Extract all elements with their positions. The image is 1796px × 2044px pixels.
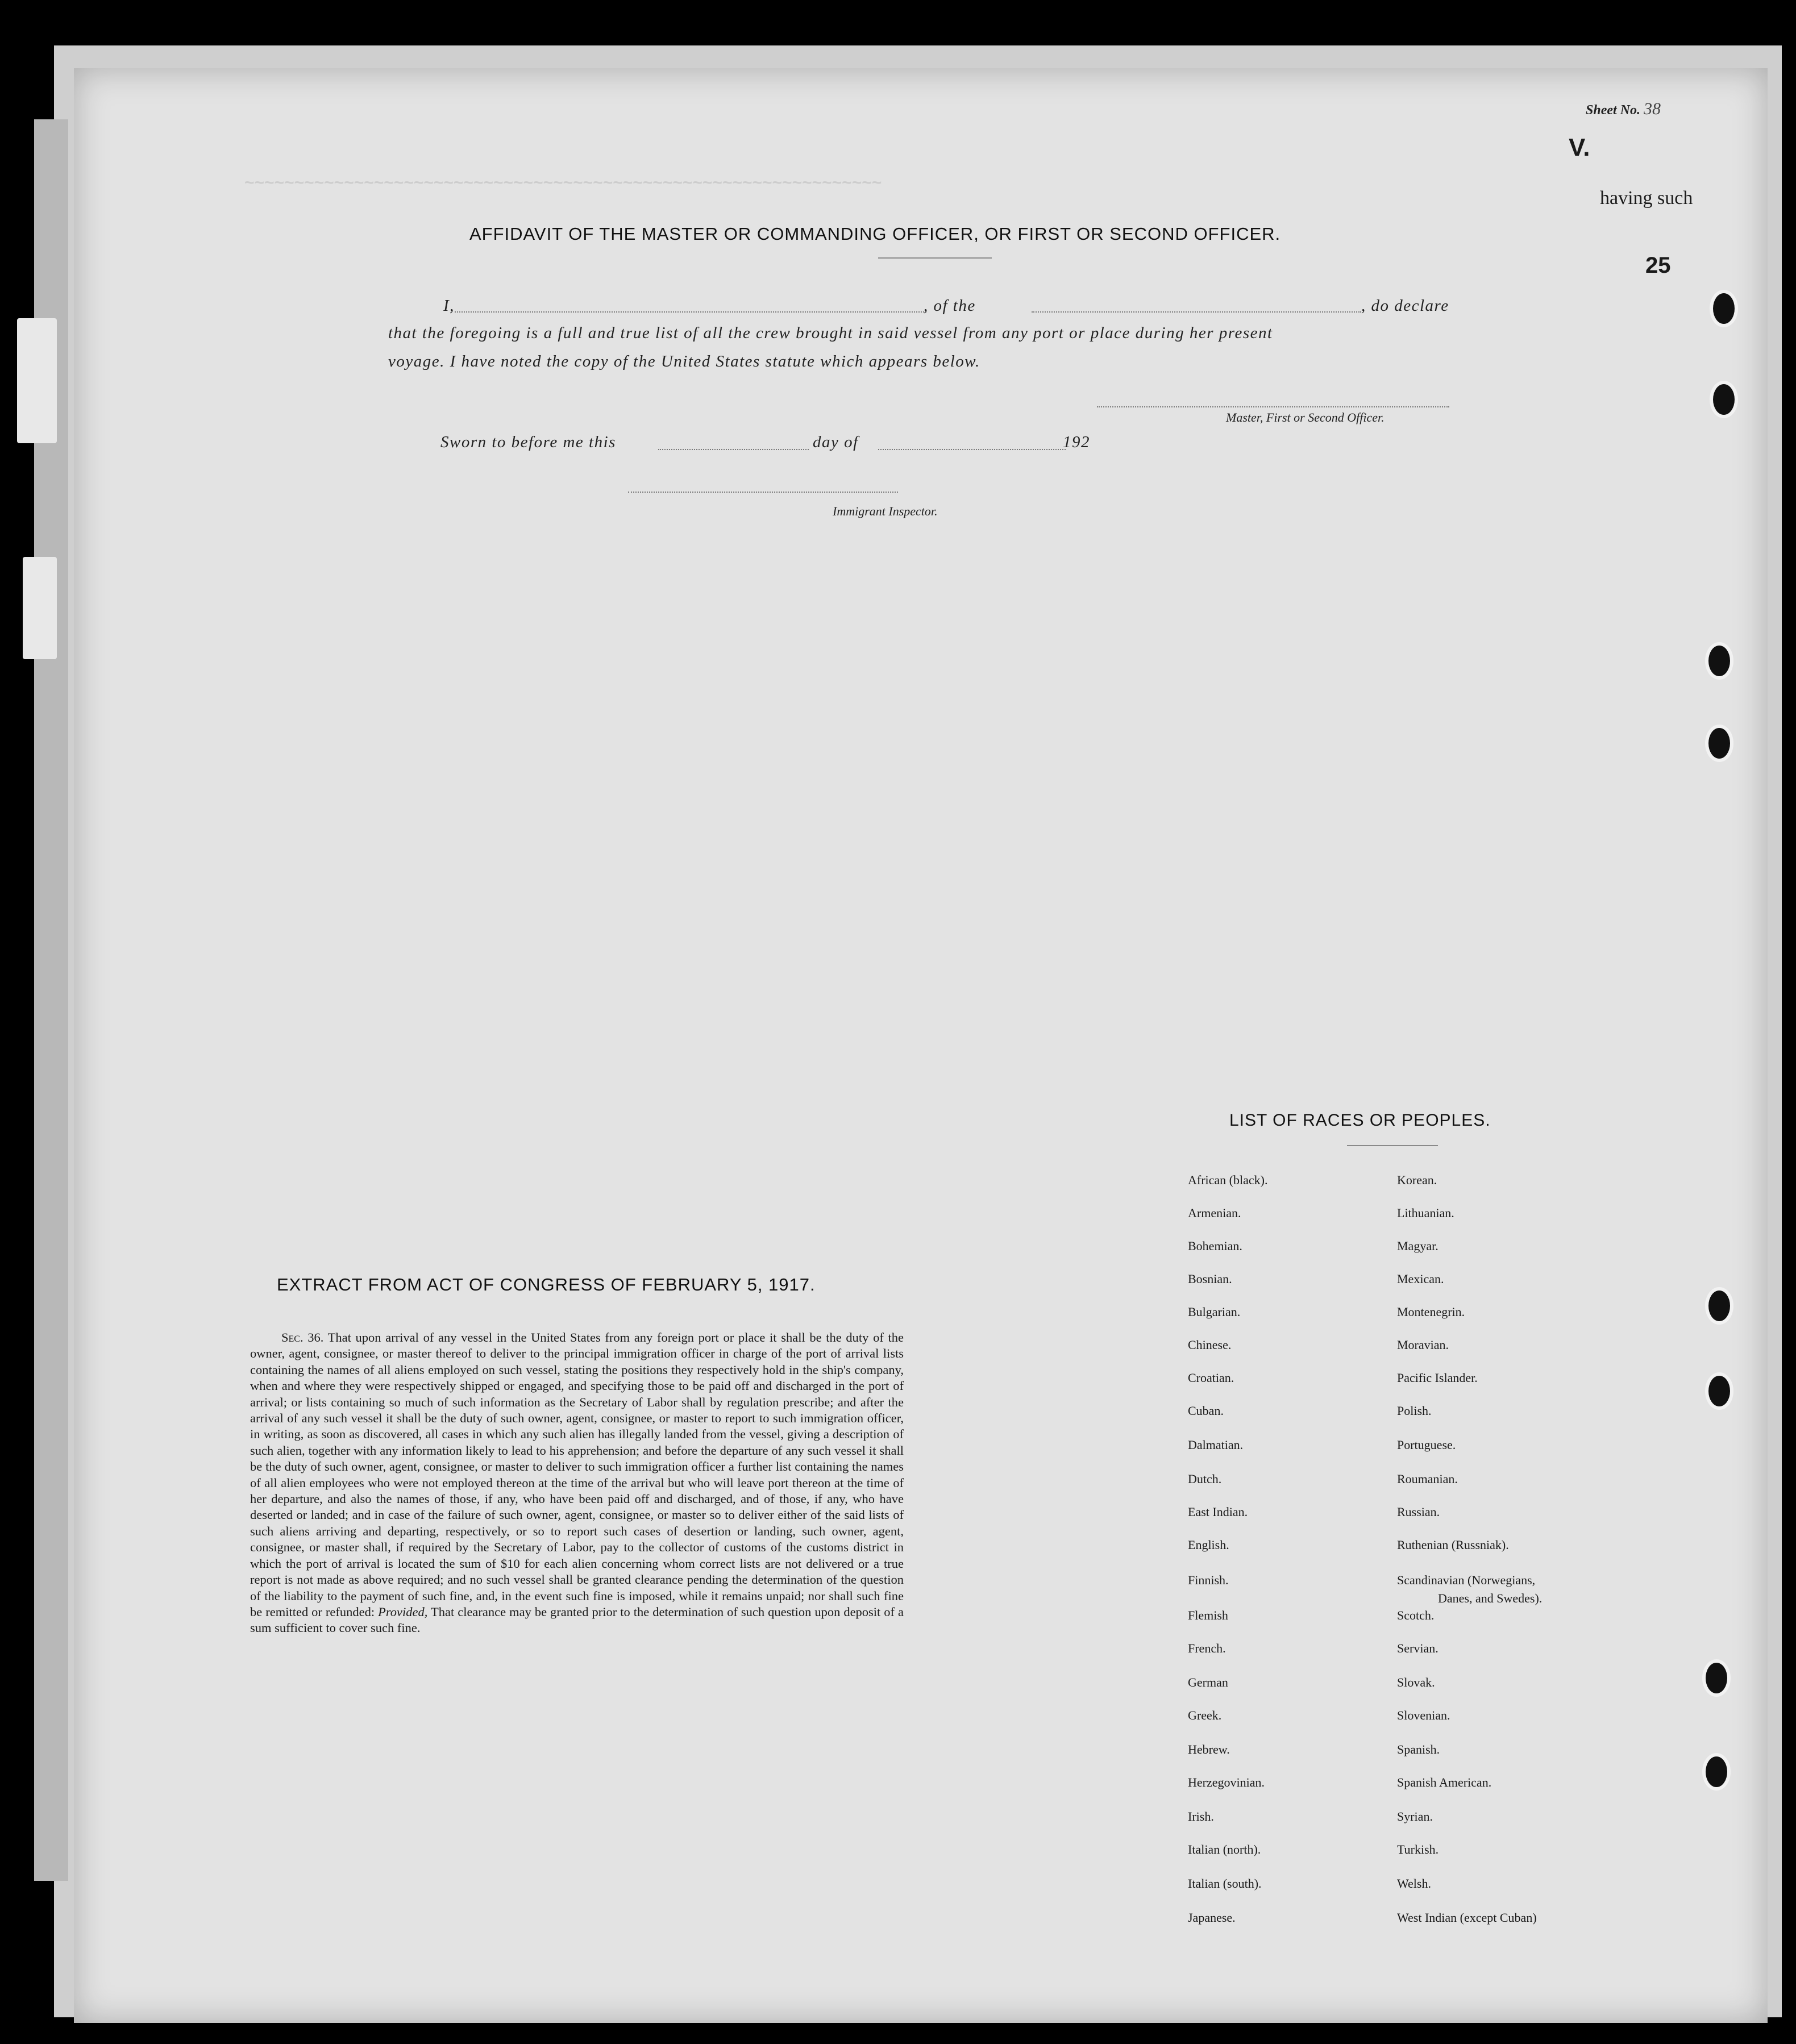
race-item: English. xyxy=(1188,1538,1229,1552)
race-item: Portuguese. xyxy=(1397,1438,1456,1452)
race-item: Italian (north). xyxy=(1188,1842,1261,1856)
section-text: That upon arrival of any vessel in the United States from any foreign port or place it shall be the duty of the owner, agent, consignee, or master thereof to deliver to the principal immigration officer in charge of the port of arrival lists containing the names of all aliens employed on such vessel, stating the positions they respectively hold in the ship's company, when and where they were respectively shipped or engaged, and specifying those to be paid off and discharged in the port of arrival; or lists containing so much of such information as the Secretary of Labor shall by regulation prescribe; and after the arrival of any such vessel it shall be the duty of such owner, agent, consignee, or master to report to such immigration officer, in writing, as soon as discovered, all cases in which any such alien has illegally landed from the vessel, giving a description of such alien, together with any information likely to lead to his apprehension; and before the departure of any such vessel it shall be the duty of such owner, agent, consignee, or master to deliver to such immigration officer a further list containing the names of all alien employees who were not employed thereon at the time of the arrival but who will leave port thereon at the time of her departure, and also the names of those, if any, who have been paid off and discharged, and of those, if any, who have deserted or landed; and in case of the failure of such owner, agent, consignee, or master so to deliver either of the said lists of such aliens arriving and departing, respectively, or so to report such cases of desertion or landing, such owner, agent, consignee, or master shall, if required by the Secretary of Labor, pay to the collector of customs of the customs district in which the port of arrival is located the sum of $10 for each alien concerning whom correct lists are not delivered or a true report is not made as above required; and no such vessel shall be granted clearance pending the determination of the question of the liability to the payment of such fine, and, in the event such fine is imposed, while it remains unpaid; nor shall such fine be remitted or refunded: xyxy=(250,1330,904,1619)
race-item: Armenian. xyxy=(1188,1206,1241,1220)
torn-paper-fragment xyxy=(23,557,57,659)
race-item: Pacific Islander. xyxy=(1397,1371,1478,1385)
binder-hole xyxy=(1702,1659,1731,1697)
race-item: Dutch. xyxy=(1188,1472,1222,1486)
race-item: East Indian. xyxy=(1188,1505,1248,1519)
master-label: Master, First or Second Officer. xyxy=(1226,410,1385,424)
race-item: Bohemian. xyxy=(1188,1239,1242,1253)
race-item: Cuban. xyxy=(1188,1404,1224,1418)
signature-blank[interactable] xyxy=(1097,406,1449,407)
binder-hole xyxy=(1705,1287,1733,1325)
race-item: Flemish xyxy=(1188,1608,1228,1622)
race-item-continuation: Danes, and Swedes). xyxy=(1438,1591,1543,1605)
inspector-signature-blank[interactable] xyxy=(628,492,898,493)
race-item: West Indian (except Cuban) xyxy=(1397,1910,1537,1925)
race-item: Finnish. xyxy=(1188,1573,1229,1587)
binder-hole xyxy=(1702,1753,1731,1791)
inspector-label: Immigrant Inspector. xyxy=(833,504,938,518)
section-label: Sec. 36. xyxy=(281,1330,324,1344)
race-item: Magyar. xyxy=(1397,1239,1439,1253)
race-item: Korean. xyxy=(1397,1173,1437,1187)
partial-heading-having: having such xyxy=(1600,188,1693,209)
race-item: Scotch. xyxy=(1397,1608,1435,1622)
section-tail: That clearance may be granted prior to the determination of such question upon deposit of a sum sufficient to cover such fine. xyxy=(250,1604,904,1635)
race-item: German xyxy=(1188,1675,1228,1689)
affidavit-do-declare: , do declare xyxy=(1361,297,1449,315)
title-underline xyxy=(878,257,992,259)
race-item: Mexican. xyxy=(1397,1272,1444,1286)
races-title: LIST OF RACES OR PEOPLES. xyxy=(1229,1111,1491,1130)
sheet-number: 38 xyxy=(1644,99,1661,118)
race-item: Roumanian. xyxy=(1397,1472,1458,1486)
race-item: Irish. xyxy=(1188,1809,1214,1824)
provided-word: Provided, xyxy=(378,1604,428,1619)
race-item: Greek. xyxy=(1188,1708,1222,1722)
race-item: Turkish. xyxy=(1397,1842,1439,1856)
binder-hole xyxy=(1710,381,1738,418)
race-item: Chinese. xyxy=(1188,1338,1232,1352)
race-item: Spanish American. xyxy=(1397,1775,1492,1789)
sworn-prefix: Sworn to before me this xyxy=(440,433,616,451)
affidavit-line3: voyage. I have noted the copy of the United States statute which appears below. xyxy=(388,352,980,370)
race-item: African (black). xyxy=(1188,1173,1268,1187)
partial-heading-number: 25 xyxy=(1645,253,1671,278)
race-item: Welsh. xyxy=(1397,1876,1431,1891)
day-of: day of xyxy=(813,433,859,451)
affidavit-title: AFFIDAVIT OF THE MASTER OR COMMANDING OFFICER, OR FIRST OR SECOND OFFICER. xyxy=(469,224,1281,244)
race-item: Ruthenian (Russniak). xyxy=(1397,1538,1509,1552)
race-item: Lithuanian. xyxy=(1397,1206,1454,1220)
races-title-underline xyxy=(1347,1145,1438,1146)
sheet-label: Sheet No. xyxy=(1586,103,1640,118)
affidavit-of-the: , of the xyxy=(924,297,976,315)
race-item: Spanish. xyxy=(1397,1742,1440,1756)
month-blank[interactable] xyxy=(878,449,1066,450)
binder-hole xyxy=(1710,290,1738,327)
affidavit-line2: that the foregoing is a full and true list of all the crew brought in said vessel from any port or place during her present xyxy=(388,324,1273,342)
race-item: Hebrew. xyxy=(1188,1742,1230,1756)
race-item: Montenegrin. xyxy=(1397,1305,1465,1319)
extract-title: EXTRACT FROM ACT OF CONGRESS OF FEBRUARY 5, 1917. xyxy=(277,1275,816,1294)
race-item: Croatian. xyxy=(1188,1371,1234,1385)
affidavit-i: I, xyxy=(443,297,455,315)
race-item: Bulgarian. xyxy=(1188,1305,1241,1319)
name-blank[interactable] xyxy=(455,311,926,313)
race-item: Dalmatian. xyxy=(1188,1438,1244,1452)
race-item: Syrian. xyxy=(1397,1809,1433,1824)
binder-hole xyxy=(1705,1372,1733,1410)
bleed-through-text: ~~~~~~~~~~~~~~~~~~~~~~~~~~~~~~~~~~~~~~~~~~~~~~~~~~~~~~~~~~~~~~~~ xyxy=(244,173,882,192)
binder-hole xyxy=(1705,725,1733,762)
race-item: French. xyxy=(1188,1641,1226,1655)
race-item: Servian. xyxy=(1397,1641,1439,1655)
race-item: Moravian. xyxy=(1397,1338,1449,1352)
day-blank[interactable] xyxy=(658,449,809,450)
year-prefix: 192 xyxy=(1063,433,1090,451)
race-item: Japanese. xyxy=(1188,1910,1236,1925)
race-item: Slovenian. xyxy=(1397,1708,1450,1722)
extract-body xyxy=(250,1330,904,1637)
race-item: Russian. xyxy=(1397,1505,1440,1519)
binder-hole xyxy=(1705,642,1733,680)
race-item: Polish. xyxy=(1397,1404,1432,1418)
vessel-blank[interactable] xyxy=(1032,311,1361,313)
race-item: Scandinavian (Norwegians, xyxy=(1397,1573,1536,1587)
race-item: Slovak. xyxy=(1397,1675,1435,1689)
race-item: Italian (south). xyxy=(1188,1876,1262,1891)
torn-paper-fragment xyxy=(17,318,57,443)
partial-heading-v: V. xyxy=(1569,134,1590,161)
sheet-number-label xyxy=(1586,99,1661,119)
race-item: Herzegovinian. xyxy=(1188,1775,1265,1789)
race-item: Bosnian. xyxy=(1188,1272,1232,1286)
